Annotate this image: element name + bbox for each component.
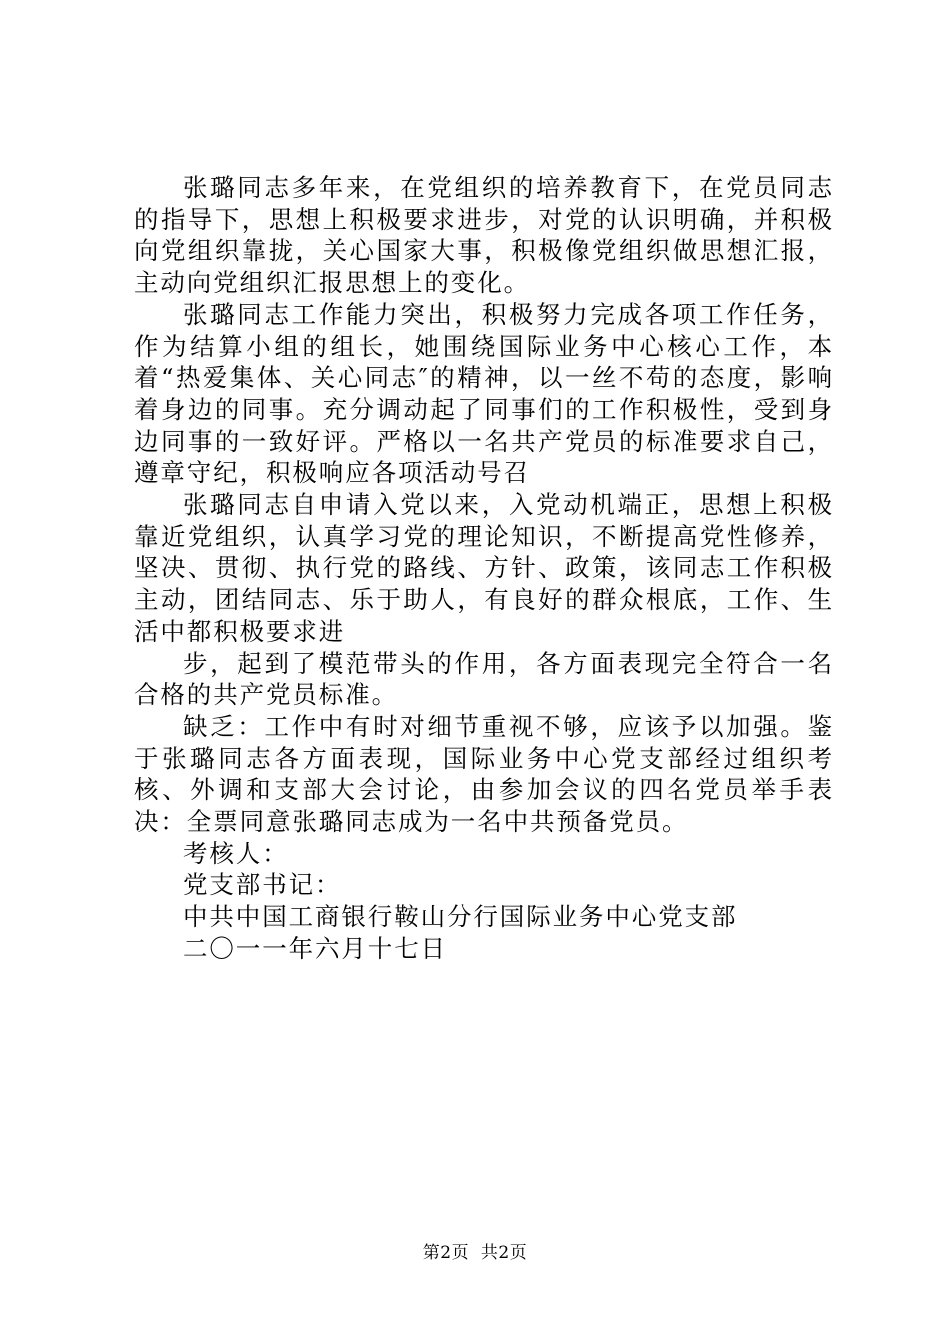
paragraph-work-ability: 张璐同志工作能力突出，积极努力完成各项工作任务，作为结算小组的组长，她围绕国际业务中心核心工作，本着“热爱集体、关心同志″的精神，以一丝不苟的态度，影响着身边的同事。充分调动起了同事们的工作积极性，受到身边同事的一致好评。严格以一名共产党员的标准要求自己，遵章守纪，积极响应各项活动号召 xyxy=(134,299,834,488)
paragraph-party-organization: 张璐同志多年来，在党组织的培养教育下，在党员同志的指导下，思想上积极要求进步，对党的认识明确，并积极向党组织靠拢，关心国家大事，积极像党组织做思想汇报，主动向党组织汇报思想上的变化。 xyxy=(134,173,834,298)
document-body xyxy=(134,172,834,965)
page-footer xyxy=(0,1242,950,1264)
reviewer-line: 考核人： xyxy=(183,838,289,868)
page-number: 第2页 共2页 xyxy=(422,1243,528,1263)
secretary-line: 党支部书记： xyxy=(183,870,342,900)
paragraph-shortcomings-and-vote: 缺乏：工作中有时对细节重视不够，应该予以加强。鉴于张璐同志各方面表现，国际业务中心党支部经过组织考核、外调和支部大会讨论，由参加会议的四名党员举手表决：全票同意张璐同志成为一名中共预备党员。 xyxy=(134,711,834,837)
paragraph-application-motivation: 张璐同志自申请入党以来，入党动机端正，思想上积极靠近党组织，认真学习党的理论知识，不断提高党性修养，坚决、贯彻、执行党的路线、方针、政策，该同志工作积极主动，团结同志、乐于助人，有良好的群众根底，工作、生活中都积极要求进 xyxy=(134,490,834,646)
paragraph-exemplary-role: 步，起到了模范带头的作用，各方面表现完全符合一名合格的共产党员标准。 xyxy=(134,648,834,710)
organization-line: 中共中国工商银行鞍山分行国际业务中心党支部 xyxy=(183,902,738,932)
date-line: 二〇一一年六月十七日 xyxy=(183,933,447,963)
